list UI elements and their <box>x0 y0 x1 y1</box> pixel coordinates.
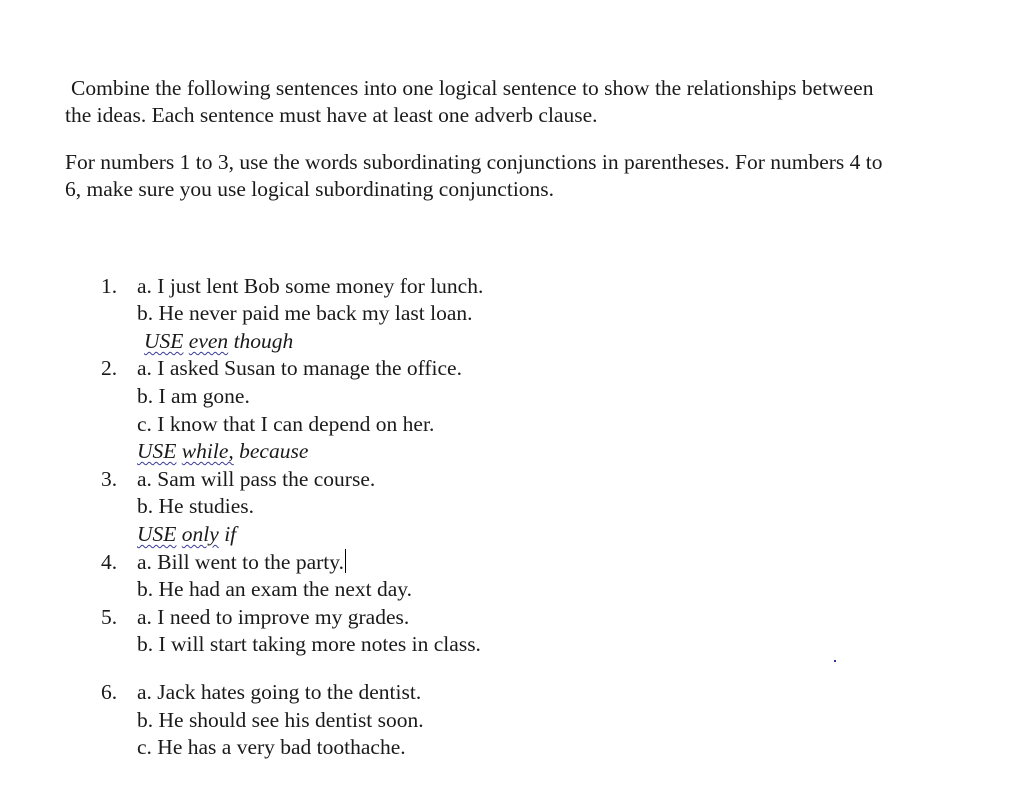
conjunction-hint <box>137 521 236 548</box>
hint-marked-word: while, <box>181 439 234 463</box>
instructions-paragraph-2 <box>65 149 995 203</box>
hint-use: USE <box>137 522 177 546</box>
sentence-with-cursor[interactable] <box>137 549 346 576</box>
item-number: 3. <box>101 467 118 491</box>
sentence: a. I asked Susan to manage the office. <box>137 356 462 380</box>
stray-mark <box>834 660 836 662</box>
sentence: a. I just lent Bob some money for lunch. <box>137 274 484 298</box>
sentence: b. He studies. <box>137 494 255 518</box>
hint-use: USE <box>137 439 177 463</box>
sentence: c. I know that I can depend on her. <box>137 412 435 436</box>
item-number: 1. <box>101 274 118 298</box>
text-cursor <box>345 549 346 573</box>
instructions-line-4: 6, make sure you use logical subordinating conjunctions. <box>65 177 555 201</box>
instructions-line-1: Combine the following sentences into one logical sentence to show the relationships between <box>71 76 874 100</box>
sentence: a. I need to improve my grades. <box>137 605 410 629</box>
sentence: b. He should see his dentist soon. <box>137 708 424 732</box>
hint-rest: if <box>218 522 237 546</box>
instructions-line-2: the ideas. Each sentence must have at least one adverb clause. <box>65 103 598 127</box>
sentence: b. He never paid me back my last loan. <box>137 301 473 325</box>
sentence: a. Bill went to the party. <box>137 550 344 574</box>
sentence: b. He had an exam the next day. <box>137 577 413 601</box>
hint-use: USE <box>144 329 184 353</box>
sentence: b. I am gone. <box>137 384 250 408</box>
instructions-line-3: For numbers 1 to 3, use the words subordinating conjunctions in parentheses. For numbers 4 to <box>65 150 883 174</box>
sentence: a. Sam will pass the course. <box>137 467 376 491</box>
hint-marked-word: only <box>181 522 219 546</box>
sentence: a. Jack hates going to the dentist. <box>137 680 422 704</box>
hint-rest: because <box>233 439 309 463</box>
hint-rest: though <box>228 329 294 353</box>
item-number: 2. <box>101 356 118 380</box>
conjunction-hint <box>144 328 293 355</box>
item-number: 5. <box>101 605 118 629</box>
item-number: 6. <box>101 680 118 704</box>
sentence: b. I will start taking more notes in class. <box>137 632 481 656</box>
conjunction-hint <box>137 438 308 465</box>
sentence: c. He has a very bad toothache. <box>137 735 406 759</box>
instructions-paragraph-1 <box>65 75 995 129</box>
hint-marked-word: even <box>188 329 229 353</box>
item-number: 4. <box>101 550 118 574</box>
